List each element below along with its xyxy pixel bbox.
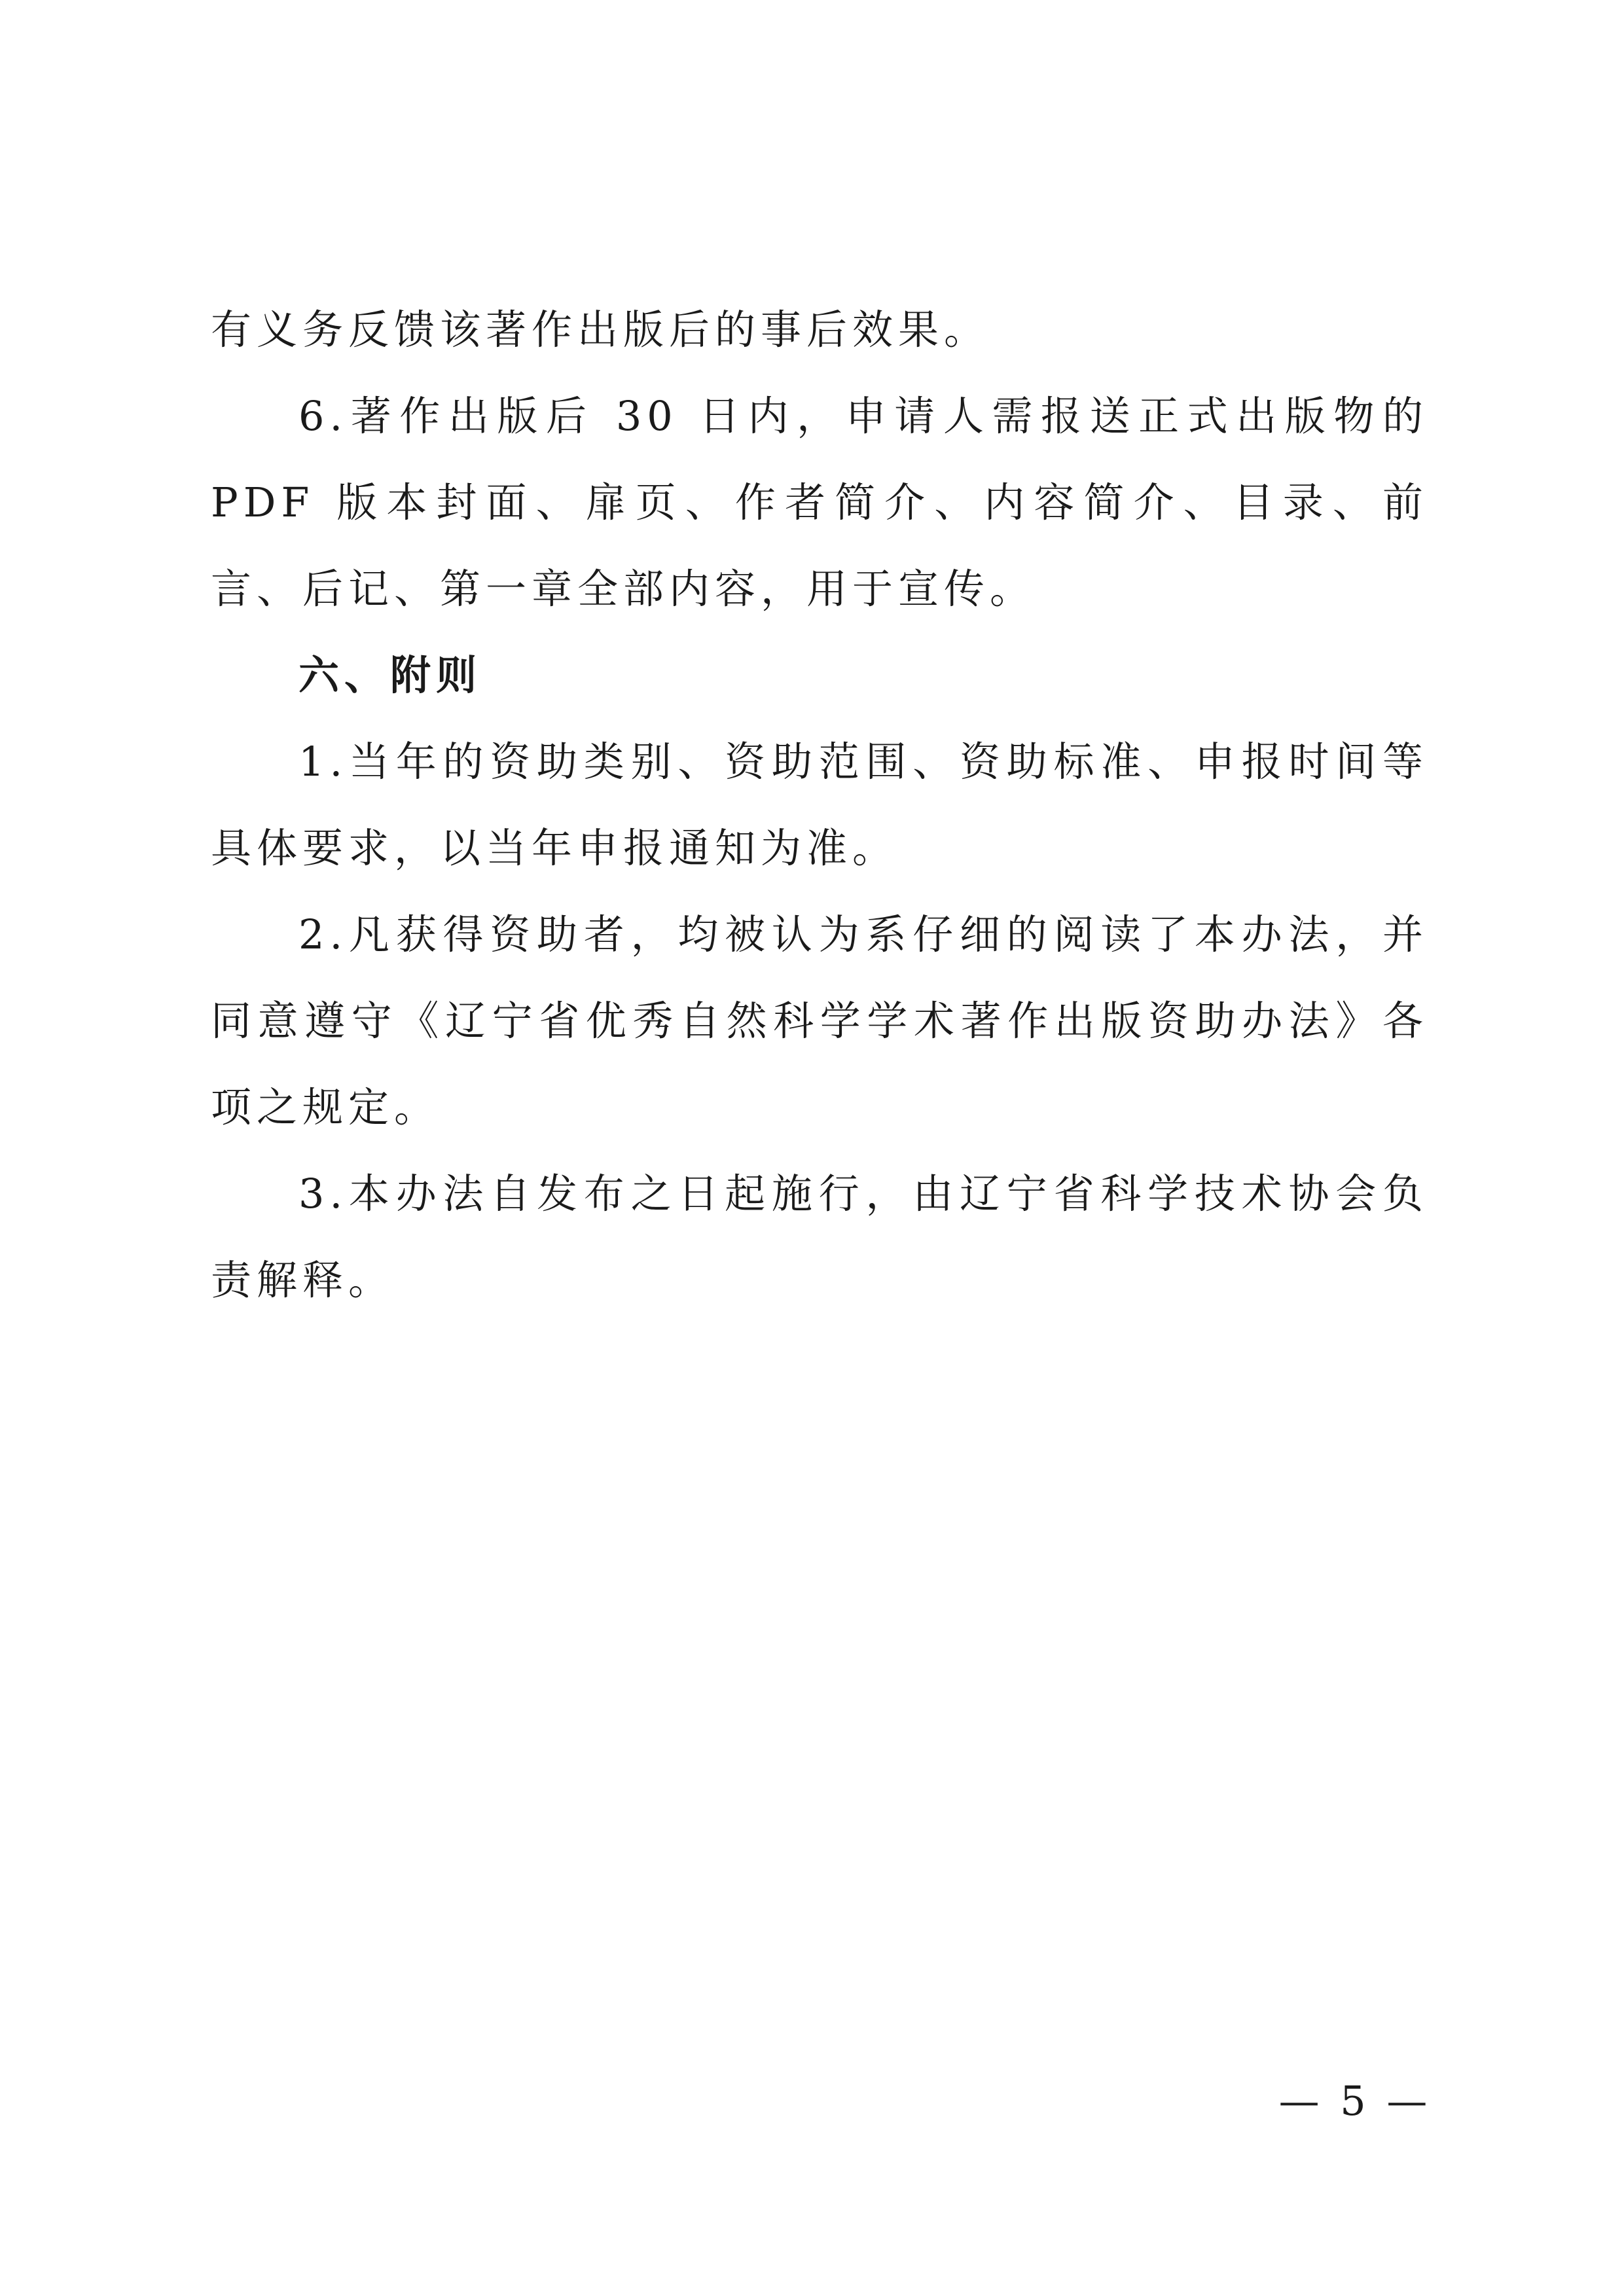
paragraph-rule-1: 1.当年的资助类别、资助范围、资助标准、申报时间等具体要求，以当年申报通知为准。 xyxy=(211,738,1428,872)
paragraph-continuation: 有义务反馈该著作出版后的事后效果。 xyxy=(211,306,990,353)
paragraph-item-6: 6.著作出版后 30 日内，申请人需报送正式出版物的 PDF 版本封面、扉页、作者简介、内容简介、目录、前言、后记、第一章全部内容，用于宣传。 xyxy=(211,392,1428,613)
document-body xyxy=(211,287,1428,1324)
paragraph-rule-2: 2.凡获得资助者，均被认为系仔细的阅读了本办法，并同意遵守《辽宁省优秀自然科学学术著作出版资助办法》各项之规定。 xyxy=(211,910,1428,1131)
paragraph-rule-3: 3.本办法自发布之日起施行，由辽宁省科学技术协会负责解释。 xyxy=(211,1170,1428,1304)
section-heading-appendix: 六、附则 xyxy=(298,651,482,699)
page-number: — 5 — xyxy=(1278,2077,1432,2125)
